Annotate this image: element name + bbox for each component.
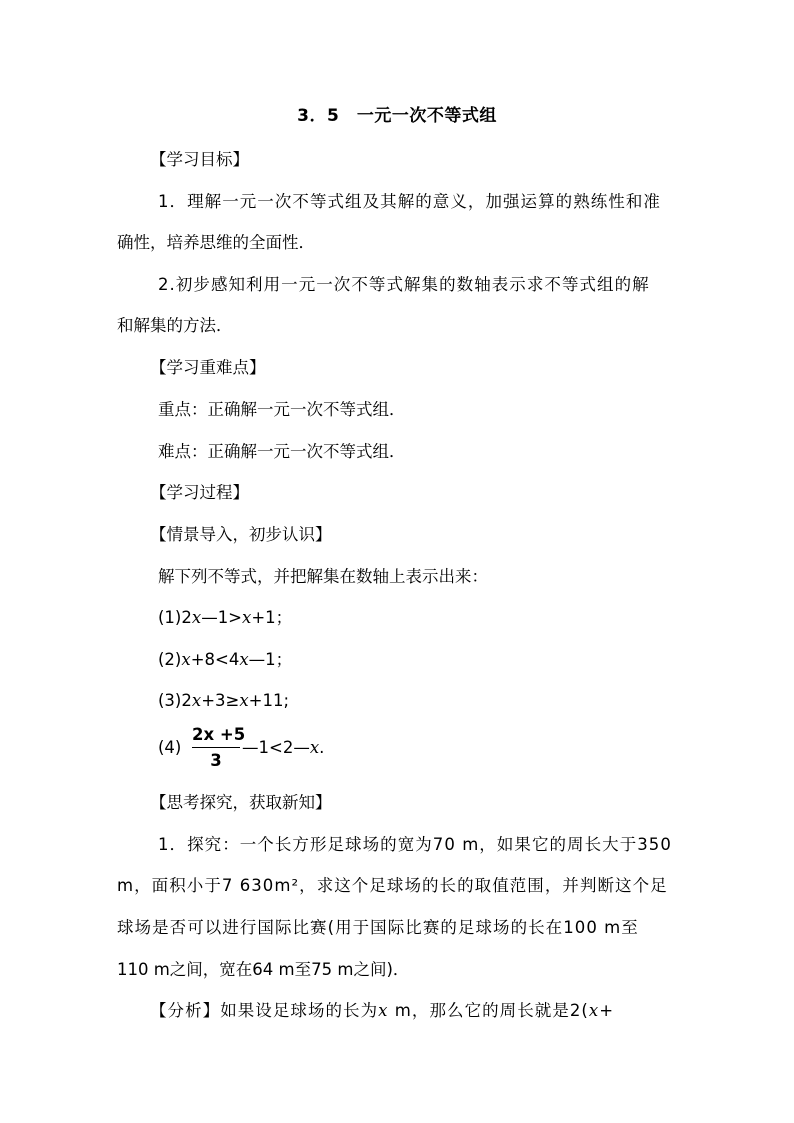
analysis-paragraph xyxy=(150,999,614,1023)
inequality-4-suffix-a: —1<2— xyxy=(242,738,310,757)
objective-2-line-1: 2.初步感知利用一元一次不等式解集的数轴表示求不等式组的解 xyxy=(158,275,650,294)
analysis-var-a: x xyxy=(378,1001,389,1020)
subsection-heading-explore: 【思考探究，获取新知】 xyxy=(150,793,332,812)
key-point: 重点：正确解一元一次不等式组． xyxy=(158,400,406,419)
inequality-2-mid: +8<4 xyxy=(190,650,240,669)
inequality-1-prefix: (1)2 xyxy=(158,608,192,627)
analysis-prefix: 【分析】如果设足球场的长为 xyxy=(150,1001,379,1020)
inequality-1-var-a: x xyxy=(191,608,202,627)
inequality-3-suffix: +11; xyxy=(248,691,290,710)
inequality-4-var: x xyxy=(309,738,320,757)
explore-line-3: 球场是否可以进行国际比赛(用于国际比赛的足球场的长在100 m至 xyxy=(117,918,639,937)
inequality-3-var-a: x xyxy=(191,691,202,710)
inequality-3 xyxy=(158,689,289,713)
inequality-1 xyxy=(158,606,292,630)
objective-1-line-2: 确性，培养思维的全面性． xyxy=(117,233,315,252)
inequality-2-var-b: x xyxy=(239,650,249,669)
inequality-2-suffix: —1； xyxy=(248,650,293,669)
inequality-2 xyxy=(158,648,292,672)
inequality-4-fraction xyxy=(192,724,246,772)
subsection-heading-intro: 【情景导入，初步认识】 xyxy=(150,525,332,544)
objective-1-line-1: 1．理解一元一次不等式组及其解的意义，加强运算的熟练性和准 xyxy=(158,192,661,211)
inequality-2-prefix: (2) xyxy=(158,650,182,669)
inequality-1-mid: —1> xyxy=(201,608,243,627)
inequality-3-prefix: (3)2 xyxy=(158,691,192,710)
page-title: 3．5 一元一次不等式组 xyxy=(297,106,497,126)
explore-line-4: 110 m之间，宽在64 m至75 m之间)． xyxy=(117,960,410,979)
analysis-mid: m，那么它的周长就是2( xyxy=(388,1001,589,1020)
analysis-suffix: + xyxy=(599,1001,615,1020)
explore-line-2: m，面积小于7 630m²，求这个足球场的长的取值范围，并判断这个足 xyxy=(117,876,668,895)
inequality-4-suffix xyxy=(242,736,324,760)
section-heading-process: 【学习过程】 xyxy=(150,483,249,502)
section-heading-key-points: 【学习重难点】 xyxy=(150,358,266,377)
inequality-4-prefix: (4) xyxy=(158,738,182,757)
section-heading-objectives: 【学习目标】 xyxy=(150,150,249,169)
inequality-4-suffix-b: . xyxy=(319,738,325,757)
analysis-var-b: x xyxy=(588,1001,600,1020)
objective-2-line-2: 和解集的方法． xyxy=(117,316,233,335)
difficult-point: 难点：正确解一元一次不等式组． xyxy=(158,442,406,461)
inequality-1-var-b: x xyxy=(242,608,252,627)
inequality-3-mid: +3≥ xyxy=(201,691,240,710)
inequality-1-suffix: +1； xyxy=(251,608,293,627)
fraction-denominator: 3 xyxy=(210,751,222,770)
inequality-2-var-a: x xyxy=(181,650,191,669)
intro-instruction: 解下列不等式，并把解集在数轴上表示出来： xyxy=(158,567,488,586)
explore-line-1: 1．探究：一个长方形足球场的宽为70 m，如果它的周长大于350 xyxy=(158,835,672,854)
inequality-3-var-b: x xyxy=(239,691,249,710)
fraction-numerator: 2x +5 xyxy=(192,725,246,744)
fraction-bar xyxy=(192,747,240,748)
